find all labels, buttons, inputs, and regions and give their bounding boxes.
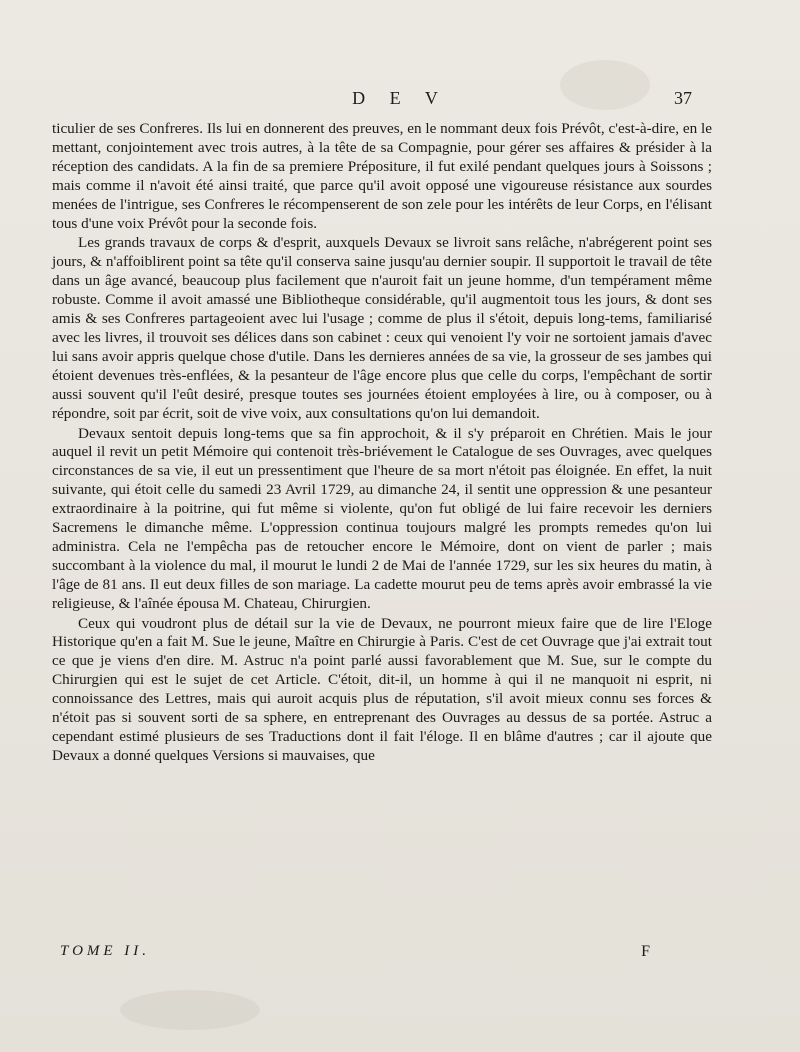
page-number: 37 [674,88,692,108]
volume-signature: TOME II. [60,943,151,959]
body-text [52,120,712,766]
gathering-signature-mark: F [641,943,650,960]
paragraph: Devaux sentoit depuis long-tems que sa fin approchoit, & il s'y préparoit en Chrétien. Mais le jour auquel il revit un petit Mémoire qui contenoit très-briévement le Catalogue de ses Ouvrages, avec quelques circonstances de sa vie, il eut un pressentiment que l'heure de sa mort n'étoit pas éloignée. En effet, la nuit suivante, qui étoit celle du samedi 23 Avril 1729, au dimanche 24, il sentit une oppression & une pesanteur extraordinaire à la poitrine, qui fut même si violente, qu'on fut obligé de lui faire recevoir les derniers Sacremens le dimanche même. L'oppression continua toujours malgré les prompts remedes qu'on lui administra. Cela ne l'empêcha pas de retoucher encore le Mémoire, dont on vient de parler ; mais succombant à la violence du mal, il mourut le lundi 2 de Mai de l'année 1729, sur les six heures du matin, à l'âge de 81 ans. Il eut deux filles de son mariage. La cadette mourut peu de tems après avoir embrassé la vie religieuse, & l'aînée épousa M. Chateau, Chirurgien. [52,424,712,612]
paragraph: ticulier de ses Confreres. Ils lui en donnerent des preuves, en le nommant deux fois Prévôt, c'est-à-dire, en le mettant, conjointement avec trois autres, à la tête de sa Compagnie, pour gérer ses affaires & présider à la réception des candidats. A la fin de sa premiere Prépositure, il fut exilé pendant quelques jours à Soissons ; mais comme il n'avoit été ainsi traité, que parce qu'il avoit opposé une vigoureuse résistance aux sourdes menées de l'intrigue, ses Confreres le récompenserent de son zele pour les intérêts de leur Corps, en l'élisant tous d'une voix Prévôt pour la seconde fois. [52,120,712,232]
paragraph: Ceux qui voudront plus de détail sur la vie de Devaux, ne pourront mieux faire que de lire l'Eloge Historique qu'en a fait M. Sue le jeune, Maître en Chirurgie à Paris. C'est de cet Ouvrage que j'ai extrait tout ce que je viens d'en dire. M. Astruc n'a point parlé aussi favorablement que M. Sue, sur le compte du Chirurgien qui est le sujet de cet Article. C'étoit, dit-il, un homme à qui il ne manquoit ni esprit, ni connoissance des Lettres, mais qui auroit acquis plus de réputation, s'il avoit mieux connu ses forces & n'étoit pas si souvent sorti de sa sphere, en entreprenant des Ouvrages au dessus de sa portée. Astruc a cependant estimé plusieurs de ses Traductions dont il fait l'éloge. Il en blâme d'autres ; car il ajoute que Devaux a donné quelques Versions si mauvaises, que [52,614,712,764]
page-footer [60,943,650,967]
running-head [0,88,800,112]
paragraph: Les grands travaux de corps & d'esprit, auxquels Devaux se livroit sans relâche, n'abrégerent point ses jours, & n'affoiblirent point sa tête qu'il conserva saine jusqu'au dernier soupir. Il supportoit le travail de tête dans un âge avancé, beaucoup plus facilement que n'auroit fait un jeune homme, d'un tempérament même robuste. Comme il avoit amassé une Bibliotheque considérable, qu'il augmentoit tous les jours, & dont ses amis & ses Confreres partageoient avec lui l'usage ; comme de plus il s'étoit, depuis long-tems, familiarisé avec les livres, il trouvoit ses délices dans son cabinet : ceux qui venoient l'y voir ne sortoient jamais d'avec lui sans avoir appris quelque chose d'utile. Dans les dernieres années de sa vie, la grosseur de ses jambes qui étoient devenues très-enflées, & la pesanteur de l'âge encore plus que celle du corps, l'empêchant de sortir aussi souvent qu'il l'eût desiré, presque toutes ses journées étoient employées à lire, ou à composer, ou à répondre, soit par écrit, soit de vive voix, aux consultations qu'on lui demandoit. [52,234,712,422]
running-head-title: D E V [352,88,448,108]
paper-stain [120,990,260,1030]
